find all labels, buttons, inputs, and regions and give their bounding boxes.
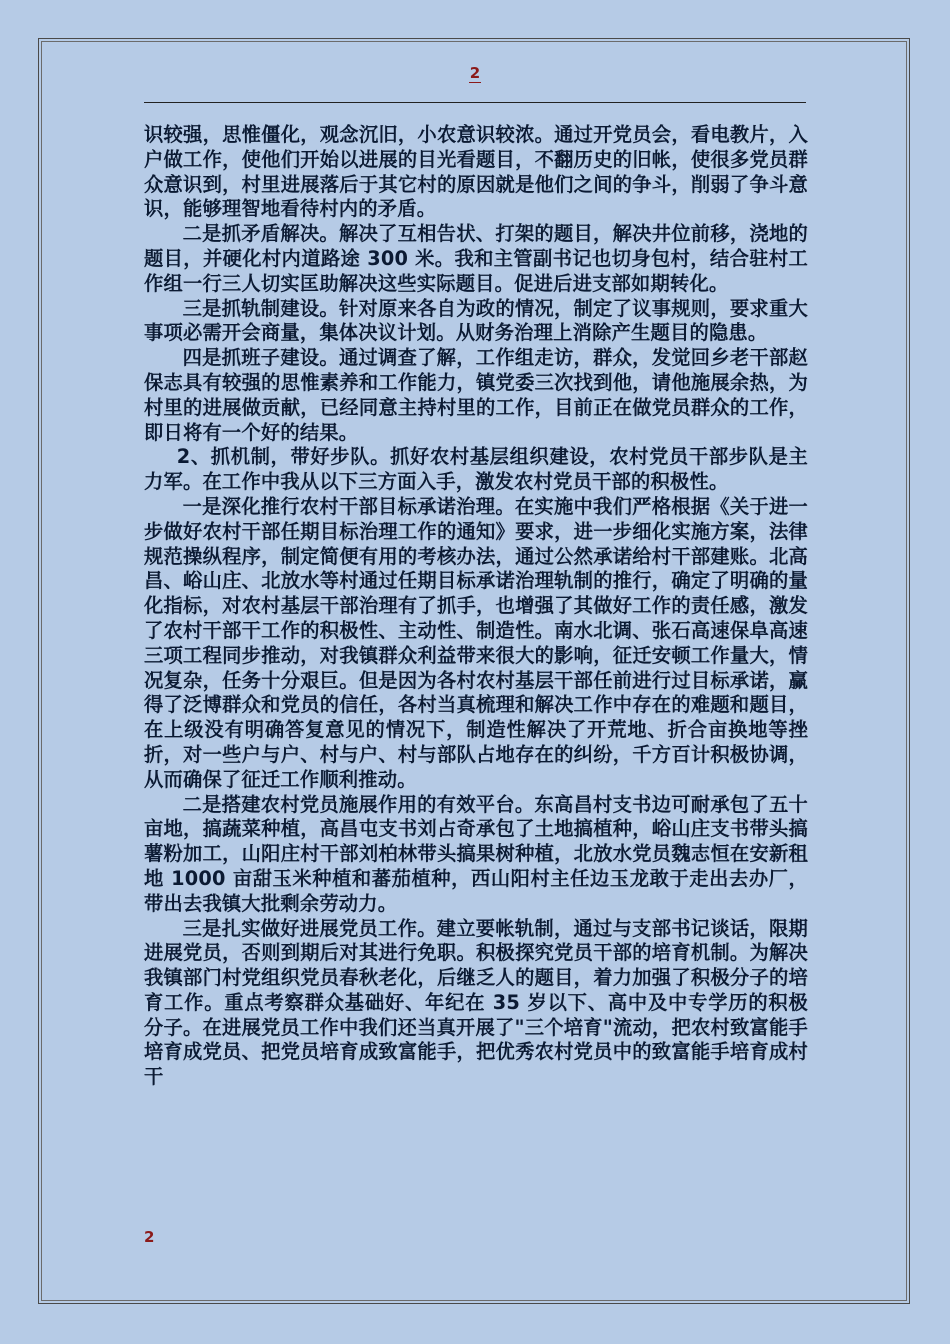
paragraph-member-platform: 二是搭建农村党员施展作用的有效平台。东高昌村支书边可耐承包了五十亩地，搞蔬菜种植，高昌屯支书刘占奇承包了土地搞植种，峪山庄支书带头搞薯粉加工，山阳庄村干部刘柏林带头搞果树种植，北放水党员魏志恒在安新租地 1000 亩甜玉米种植和蕃茄植种，西山阳村主任边玉龙敢于走出去办厂，带出去我镇大批剩余劳动力。 (144, 792, 808, 915)
paragraph-target-commitment: 一是深化推行农村干部目标承诺治理。在实施中我们严格根据《关于进一步做好农村干部任期目标治理工作的通知》要求，进一步细化实施方案，法律规范操纵程序，制定简便有用的考核办法，通过公然承诺给村干部建账。北高昌、峪山庄、北放水等村通过任期目标承诺治理轨制的推行，确定了明确的量化指标，对农村基层干部治理有了抓手，也增强了其做好工作的责任感，激发了农村干部干工作的积极性、主动性、制造性。南水北调、张石高速保阜高速三项工程同步推动，对我镇群众利益带来很大的影响，征迁安顿工作量大，情况复杂，任务十分艰巨。但是因为各村农村基层干部任前进行过目标承诺，赢得了泛博群众和党员的信任，各村当真梳理和解决工作中存在的难题和题目，在上级没有明确答复意见的情况下，制造性解决了开荒地、折合亩换地等挫折，对一些户与户、村与户、村与部队占地存在的纠纷，千方百计积极协调，从而确保了征迁工作顺利推动。 (144, 494, 808, 791)
header-rule (144, 102, 806, 103)
paragraph-system-building: 三是抓轨制建设。针对原来各自为政的情况，制定了议事规则，要求重大事项必需开会商量，集体决议计划。从财务治理上消除产生题目的隐患。 (144, 296, 808, 345)
document-body (144, 123, 808, 1090)
header-page-number: 2 (469, 64, 481, 82)
footer-page-number: 2 (144, 1228, 155, 1246)
paragraph-continuation: 识较强，思惟僵化，观念沉旧，小农意识较浓。通过开党员会，看电教片，入户做工作，使他们开始以进展的目光看题目，不翻历史的旧帐，使很多党员群众意识到，村里进展落后于其它村的原因就是他们之间的争斗，削弱了争斗意识，能够理智地看待村内的矛盾。 (144, 123, 808, 221)
paragraph-mechanism-heading: 2、抓机制，带好步队。抓好农村基层组织建设，农村党员干部步队是主力军。在工作中我从以下三方面入手，激发农村党员干部的积极性。 (144, 445, 808, 494)
paragraph-team-building: 四是抓班子建设。通过调查了解，工作组走访，群众，发觉回乡老干部赵保志具有较强的思惟素养和工作能力，镇党委三次找到他，请他施展余热，为村里的进展做贡献，已经同意主持村里的工作，目前正在做党员群众的工作，即日将有一个好的结果。 (144, 346, 808, 444)
paragraph-conflict-resolution: 二是抓矛盾解决。解决了互相告状、打架的题目，解决井位前移，浇地的题目，并硬化村内道路途 300 米。我和主管副书记也切身包村，结合驻村工作组一行三人切实匡助解决这些实际题目。促进后进支部如期转化。 (144, 222, 808, 295)
paragraph-member-development: 三是扎实做好进展党员工作。建立要帐轨制，通过与支部书记谈话，限期进展党员，否则到期后对其进行免职。积极探究党员干部的培育机制。为解决我镇部门村党组织党员春秋老化，后继乏人的题目，着力加强了积极分子的培育工作。重点考察群众基础好、年纪在 35 岁以下、高中及中专学历的积极分子。在进展党员工作中我们还当真开展了"三个培育"流动，把农村致富能手培育成党员、把党员培育成致富能手，把优秀农村党员中的致富能手培育成村干 (144, 916, 808, 1089)
